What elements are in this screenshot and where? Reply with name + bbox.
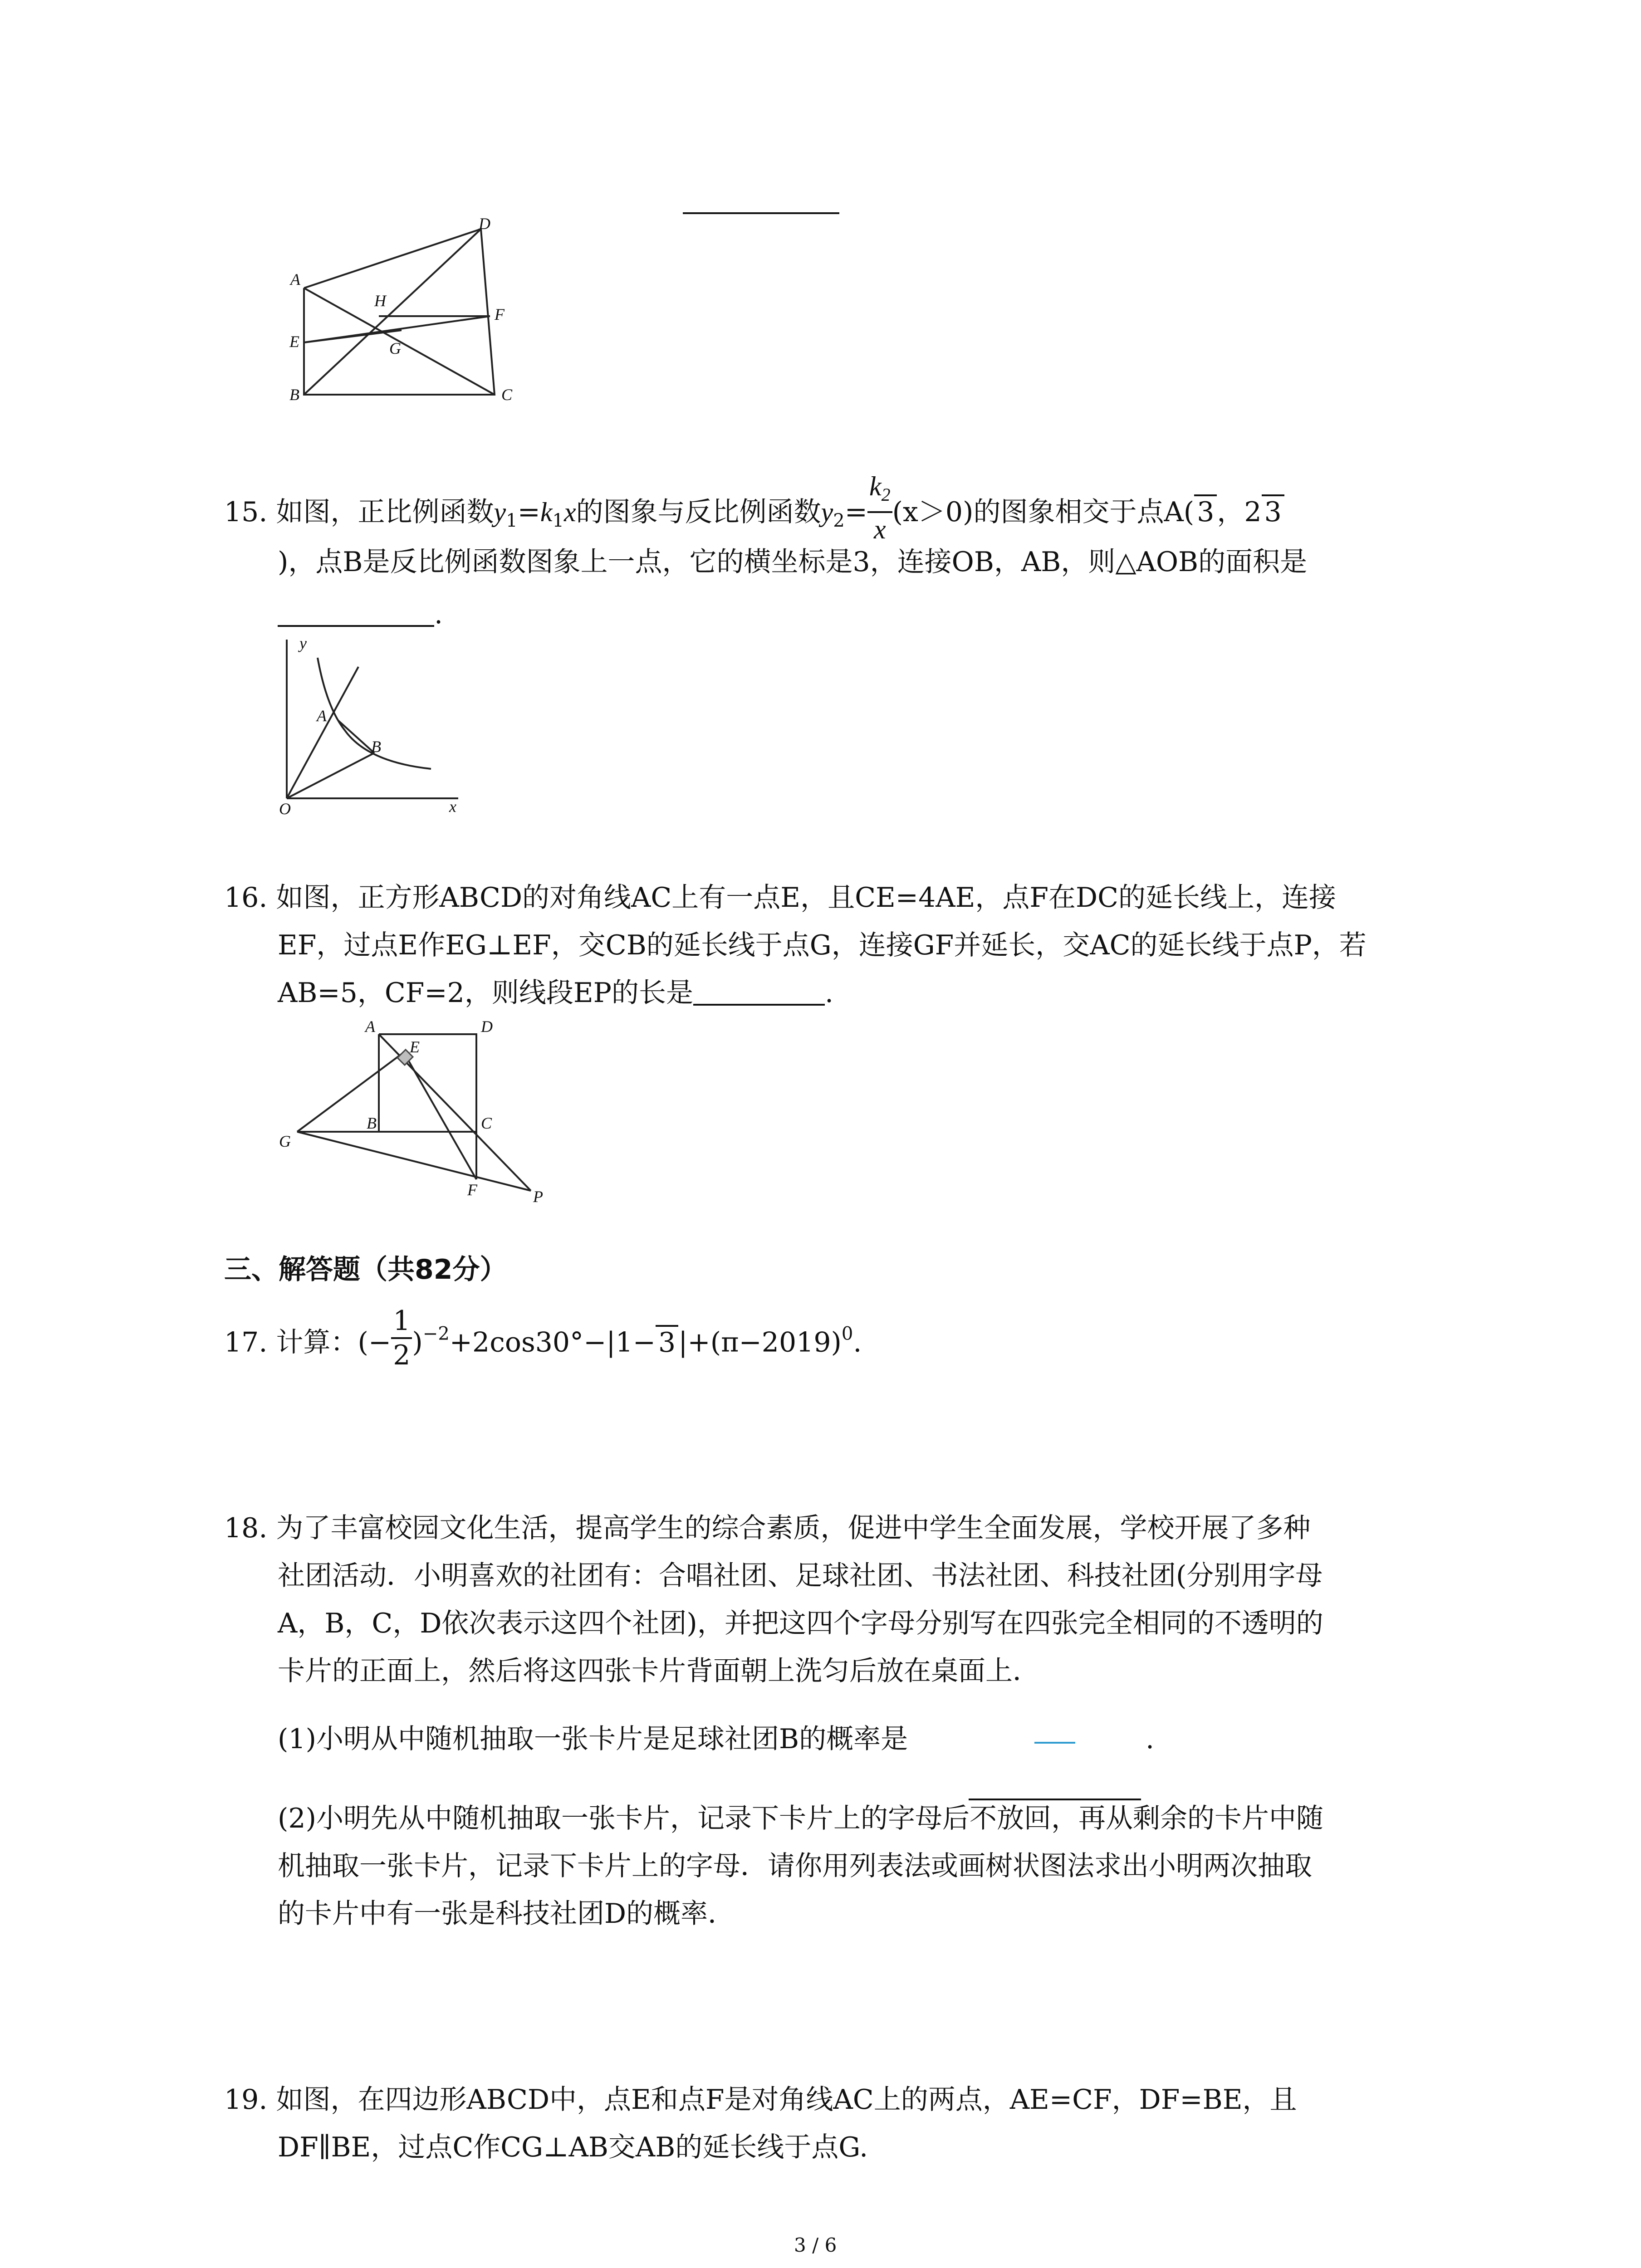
q15-y2: y	[821, 497, 833, 528]
q17-fraction	[391, 1305, 412, 1372]
q18-part1-period: .	[1146, 1723, 1155, 1755]
q17-text-4: |+(π−2019)	[678, 1326, 842, 1359]
q15-y1: y	[494, 497, 506, 528]
q16-line2: EF，过点E作EG⊥EF，交CB的延长线于点G，连接GF并延长，交AC的延长线于点P，若	[278, 929, 1367, 961]
q15-sqrt-b: 3	[1262, 494, 1284, 528]
q17-text-3: +2cos30°−|1−	[449, 1326, 656, 1359]
q16-period: .	[825, 977, 834, 1009]
q15-number: 15.	[224, 496, 268, 528]
q17-line	[224, 1305, 862, 1378]
q16-line1	[224, 878, 1336, 918]
q15-period: .	[434, 598, 443, 630]
q15-label-x: x	[449, 797, 456, 816]
q16-label-g: G	[279, 1132, 291, 1150]
q19-line1	[224, 2080, 1297, 2120]
q16-label-f: F	[467, 1181, 477, 1199]
q15-frac-num: k	[869, 471, 882, 501]
q15-fraction	[867, 470, 892, 546]
q15-label-b: B	[371, 738, 381, 756]
q15-figure	[277, 634, 485, 818]
q18-line1	[224, 1508, 1311, 1548]
q15-label-o: O	[279, 800, 291, 818]
q19-number: 19.	[224, 2084, 268, 2116]
q18-line4: 卡片的正面上，然后将这四张卡片背面朝上洗匀后放在桌面上．	[278, 1655, 1040, 1687]
q14-label-h: H	[374, 292, 386, 310]
q16-answer-blank[interactable]	[693, 1004, 825, 1006]
q15-sqrt-a: 3	[1194, 494, 1217, 528]
q17-frac-den: 2	[393, 1339, 411, 1371]
q15-eq1: =	[517, 496, 540, 528]
q17-frac-num: 1	[391, 1305, 412, 1339]
q17-text-1: 计算：(−	[276, 1326, 392, 1359]
q15-text-1: 如图，正比例函数	[276, 496, 494, 528]
q15-y1-sub: 1	[506, 510, 518, 532]
page-number: 3 / 6	[794, 2234, 837, 2256]
q15-frac-num-sub: 2	[881, 484, 891, 505]
q17-text-5: .	[853, 1326, 862, 1359]
q18-part2-line3: 的卡片中有一张是科技社团D的概率．	[278, 1898, 735, 1930]
q16-label-b: B	[367, 1114, 377, 1132]
q15-answer-line	[278, 594, 443, 634]
q15-k1: k	[540, 497, 553, 528]
q16-number: 16.	[224, 882, 268, 914]
q14-label-f: F	[495, 305, 505, 323]
q18-text-1: 为了丰富校园文化生活，提高学生的综合素质，促进中学生全面发展，学校开展了多种	[276, 1512, 1311, 1544]
q15-label-y: y	[299, 634, 307, 652]
q18-part1-fraction-bar	[1034, 1742, 1075, 1744]
q16-label-a: A	[365, 1017, 375, 1036]
q14-figure	[281, 215, 535, 413]
q18-line3: A，B，C，D依次表示这四个社团)，并把这四个字母分别写在四张完全相同的不透明的	[278, 1608, 1323, 1639]
q15-comma: ，2	[1217, 496, 1262, 528]
q15-label-a: A	[317, 707, 327, 725]
q18-line2: 社团活动．小明喜欢的社团有：合唱社团、足球社团、书法社团、科技社团(分别用字母	[278, 1560, 1323, 1592]
q15-y2-sub: 2	[833, 510, 845, 532]
section-3-title: 三、解答题（共82分）	[224, 1254, 507, 1286]
q18-number: 18.	[224, 1512, 268, 1544]
q16-label-d: D	[481, 1017, 493, 1036]
q18-part2-line1: (2)小明先从中随机抽取一张卡片，记录下卡片上的字母后不放回，再从剩余的卡片中随	[278, 1803, 1323, 1834]
q15-text-3: 的图象相交于点A(	[973, 496, 1195, 528]
q17-number: 17.	[224, 1326, 268, 1359]
q17-sqrt: 3	[656, 1325, 678, 1359]
q16-label-c: C	[481, 1114, 492, 1132]
q15-line2: )，点B是反比例函数图象上一点，它的横坐标是3，连接OB，AB，则△AOB的面积是	[278, 546, 1308, 578]
q16-figure	[277, 1017, 558, 1211]
q19-text-1: 如图，在四边形ABCD中，点E和点F是对角线AC上的两点，AE=CF，DF=BE，且	[276, 2084, 1297, 2116]
q16-label-p: P	[533, 1188, 543, 1206]
q18-part2-line2: 机抽取一张卡片，记录下卡片上的字母．请你用列表法或画树状图法求出小明两次抽取	[278, 1850, 1312, 1882]
q15-condition: (x＞0)	[892, 496, 974, 528]
q15-text-2: 的图象与反比例函数	[576, 496, 821, 528]
q15-answer-blank[interactable]	[278, 625, 434, 627]
q17-exp-2: 0	[841, 1323, 853, 1344]
q18-part1	[278, 1719, 908, 1759]
q15-x1: x	[563, 497, 576, 528]
q15-eq2: =	[844, 496, 867, 528]
q14-label-g: G	[389, 339, 401, 357]
q15-frac-den: x	[873, 514, 886, 544]
q14-label-d: D	[479, 215, 490, 233]
q18-part1-text: (1)小明从中随机抽取一张卡片是足球社团B的概率是	[278, 1723, 908, 1755]
q19-line2: DF∥BE，过点C作CG⊥AB交AB的延长线于点G.	[278, 2131, 868, 2163]
q16-label-e: E	[410, 1038, 420, 1056]
q17-text-2: )	[412, 1326, 423, 1359]
q16-text-1: 如图，正方形ABCD的对角线AC上有一点E，且CE=4AE，点F在DC的延长线上，连接	[276, 882, 1337, 914]
q16-line3	[278, 973, 833, 1013]
q15-line1	[224, 471, 1284, 552]
q14-label-b: B	[289, 386, 299, 404]
q14-label-e: E	[289, 332, 299, 351]
q15-k1-sub: 1	[552, 510, 564, 532]
q16-text-3: AB=5，CF=2，则线段EP的长是	[278, 977, 694, 1009]
q17-exp-1: −2	[422, 1323, 450, 1344]
q14-label-c: C	[501, 386, 513, 404]
q14-answer-blank[interactable]	[683, 212, 839, 214]
q14-label-a: A	[290, 270, 300, 288]
